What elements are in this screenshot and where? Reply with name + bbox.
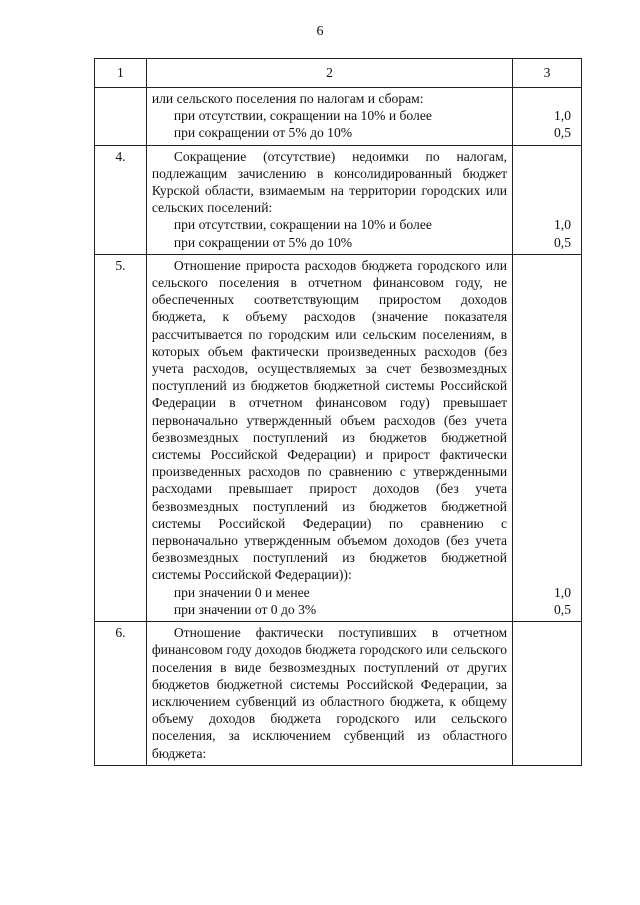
- row-item-label: при сокращении от 5% до 10%: [173, 234, 353, 250]
- row-item-label: при сокращении от 5% до 10%: [173, 125, 353, 141]
- row-lead-text: Отношение прироста расходов бюджета городского или сельского поселения в отчетном финансовом году, не обеспеченных соответствующим приростом доходов бюджета, к объему расходов (значение показателя рассчитывается по городским или сельским поселениям, в которых объем фактически произведенных расходов (без учета расходов, осуществляемых за счет безвозмездных поступлений из бюджетов бюджетной системы Российской Федерации в отчетном финансовом году) превышает первоначально утвержденный объем расходов (без учета безвозмездных поступлений из бюджетов бюджетной системы Российской Федерации) и прирост фактически произведенных расходов по сравнению с утвержденными расходами превышает прирост доходов (без учета безвозмездных поступлений из бюджетов бюджетной системы Российской Федерации) по сравнению с первоначально утвержденным объемом доходов (без учета безвозмездных поступлений из бюджетов бюджетной системы Российской Федерации)):: [151, 257, 508, 583]
- row-description: [146, 622, 512, 766]
- row-item-label: при значении от 0 до 3%: [173, 601, 317, 617]
- row-number: 4.: [95, 145, 147, 254]
- row-values: [513, 88, 582, 146]
- row-number: 5.: [95, 254, 147, 621]
- row-number: [95, 88, 147, 146]
- row-lead-text: или сельского поселения по налогам и сборам:: [151, 91, 424, 106]
- row-item-value: 1,0: [554, 584, 571, 600]
- criteria-table: [94, 58, 582, 766]
- row-item-label: при отсутствии, сокращении на 10% и более: [173, 217, 432, 233]
- row-values: [513, 145, 582, 254]
- table-row-5: [95, 254, 582, 621]
- column-header-3: 3: [513, 59, 582, 88]
- row-values: [513, 254, 582, 621]
- row-description: [146, 145, 512, 254]
- row-lead-text: Отношение фактически поступивших в отчетном финансовом году доходов бюджета городского или сельского поселения в виде безвозмездных поступлений от других бюджетов бюджетной системы Российской Федерации, за исключением субвенций из областного бюджета, к общему объему доходов бюджета городского или сельского поселения, за исключением субвенций из областного бюджета:: [151, 625, 508, 761]
- column-header-1: 1: [95, 59, 147, 88]
- row-item-label: при отсутствии, сокращении на 10% и более: [173, 108, 432, 124]
- row-description: [146, 88, 512, 146]
- table-row-continued: [95, 88, 582, 146]
- row-item-value: 1,0: [554, 108, 571, 124]
- table-row-6: [95, 622, 582, 766]
- row-item-value: 0,5: [554, 125, 571, 141]
- row-item-value: 1,0: [554, 217, 571, 233]
- row-item-value: 0,5: [554, 234, 571, 250]
- column-header-2: 2: [146, 59, 512, 88]
- row-number: 6.: [95, 622, 147, 766]
- row-values: [513, 622, 582, 766]
- page-number: 6: [316, 24, 324, 39]
- table-header-row: [95, 59, 582, 88]
- row-description: [146, 254, 512, 621]
- row-item-label: при значении 0 и менее: [173, 584, 310, 600]
- table-row-4: [95, 145, 582, 254]
- row-item-value: 0,5: [554, 601, 571, 617]
- row-lead-text: Сокращение (отсутствие) недоимки по налогам, подлежащим зачислению в консолидированный бюджет Курской области, взимаемым на территории городских или сельских поселений:: [151, 148, 508, 216]
